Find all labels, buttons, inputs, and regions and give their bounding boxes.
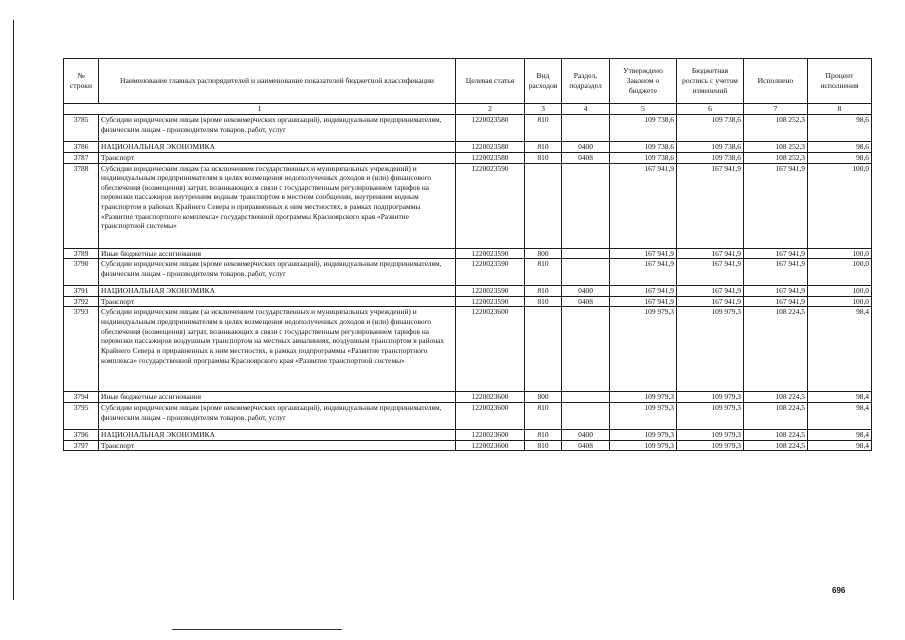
row-target-article: 1220023600 [456, 392, 525, 403]
row-executed: 108 224,5 [744, 392, 808, 403]
table-header-row [64, 59, 872, 104]
row-section [562, 403, 610, 430]
row-approved: 109 738,6 [610, 142, 677, 153]
table-row [64, 430, 872, 441]
table-row [64, 248, 872, 259]
column-number: 7 [744, 104, 808, 115]
row-number: 3795 [64, 403, 99, 430]
row-number: 3792 [64, 296, 99, 307]
row-section: 0400 [562, 286, 610, 297]
row-expense-type: 810 [525, 115, 562, 142]
row-percent: 100,0 [808, 259, 872, 286]
column-number: 2 [456, 104, 525, 115]
row-percent: 100,0 [808, 286, 872, 297]
row-name: Транспорт [99, 152, 456, 163]
row-number: 3794 [64, 392, 99, 403]
row-target-article: 1220023590 [456, 286, 525, 297]
row-expense-type: 800 [525, 392, 562, 403]
row-percent: 98,4 [808, 307, 872, 392]
header-target-article: Целевая статья [456, 59, 525, 104]
footer-rule [172, 629, 342, 630]
row-percent: 98,4 [808, 403, 872, 430]
row-executed: 167 941,9 [744, 296, 808, 307]
row-section: 0408 [562, 440, 610, 451]
row-expense-type: 810 [525, 296, 562, 307]
row-target-article: 1220023580 [456, 115, 525, 142]
row-number: 3790 [64, 259, 99, 286]
row-number: 3797 [64, 440, 99, 451]
row-section: 0408 [562, 296, 610, 307]
row-target-article: 1220023590 [456, 248, 525, 259]
table-row [64, 307, 872, 392]
row-name: Иные бюджетные ассигнования [99, 248, 456, 259]
row-section [562, 307, 610, 392]
row-name: НАЦИОНАЛЬНАЯ ЭКОНОМИКА [99, 286, 456, 297]
row-approved: 167 941,9 [610, 259, 677, 286]
row-section [562, 259, 610, 286]
row-expense-type: 810 [525, 259, 562, 286]
row-executed: 108 224,5 [744, 403, 808, 430]
row-executed: 108 224,5 [744, 440, 808, 451]
row-approved: 167 941,9 [610, 296, 677, 307]
row-expense-type: 810 [525, 152, 562, 163]
row-approved: 167 941,9 [610, 163, 677, 248]
row-approved: 167 941,9 [610, 248, 677, 259]
header-row-number: № строки [64, 59, 99, 104]
row-expense-type [525, 307, 562, 392]
row-target-article: 1220023590 [456, 163, 525, 248]
row-name: Субсидии юридическим лицам (кроме некоммерческих организаций), индивидуальным предпринимателям, физическим лицам - производителям товаров, работ, услуг [99, 115, 456, 142]
row-budget-schedule: 167 941,9 [677, 163, 744, 248]
row-name: НАЦИОНАЛЬНАЯ ЭКОНОМИКА [99, 430, 456, 441]
row-target-article: 1220023600 [456, 307, 525, 392]
row-budget-schedule: 109 979,3 [677, 307, 744, 392]
row-expense-type: 810 [525, 430, 562, 441]
column-number: 6 [677, 104, 744, 115]
table-body [64, 115, 872, 451]
row-target-article: 1220023600 [456, 440, 525, 451]
row-section [562, 163, 610, 248]
row-target-article: 1220023580 [456, 152, 525, 163]
header-expense-type: Вид расходов [525, 59, 562, 104]
row-executed: 167 941,9 [744, 286, 808, 297]
row-number: 3796 [64, 430, 99, 441]
row-target-article: 1220023600 [456, 430, 525, 441]
row-name: Иные бюджетные ассигнования [99, 392, 456, 403]
row-name: Субсидии юридическим лицам (за исключением государственных и муниципальных учреждений) и индивидуальным предпринимателям в целях возмещения недополученных доходов и (или) финансового обеспечения (возмещения) затрат, возникающих в связи с государственным регулированием тарифов на перевозки пассажиров воздушным транспортом на местных авиалиниях, воздушным транспортом в районах Крайнего Севера и приравненных к ним местностях, в рамках подпрограммы «Развитие транспортного комплекса» государственной программы Красноярского края «Развитие транспортной системы» [99, 307, 456, 392]
row-number: 3786 [64, 142, 99, 153]
column-number: 5 [610, 104, 677, 115]
page-number: 696 [832, 586, 846, 595]
row-name: Транспорт [99, 440, 456, 451]
row-expense-type: 810 [525, 142, 562, 153]
row-approved: 109 979,3 [610, 440, 677, 451]
row-expense-type: 810 [525, 403, 562, 430]
row-number: 3788 [64, 163, 99, 248]
row-target-article: 1220023580 [456, 142, 525, 153]
table-row [64, 392, 872, 403]
row-approved: 109 979,3 [610, 307, 677, 392]
row-budget-schedule: 167 941,9 [677, 259, 744, 286]
row-executed: 108 252,3 [744, 152, 808, 163]
table-row [64, 286, 872, 297]
row-expense-type: 810 [525, 440, 562, 451]
row-number: 3785 [64, 115, 99, 142]
row-percent: 100,0 [808, 248, 872, 259]
column-number: 4 [562, 104, 610, 115]
row-budget-schedule: 167 941,9 [677, 248, 744, 259]
column-number: 1 [64, 104, 456, 115]
row-expense-type [525, 163, 562, 248]
table-row [64, 296, 872, 307]
row-budget-schedule: 109 738,6 [677, 152, 744, 163]
header-name: Наименование главных распорядителей и наименование показателей бюджетной классификации [99, 59, 456, 104]
header-executed: Исполнено [744, 59, 808, 104]
row-budget-schedule: 109 979,3 [677, 440, 744, 451]
row-name: Субсидии юридическим лицам (за исключением государственных и муниципальных учреждений) и индивидуальным предпринимателям в целях возмещения недополученных доходов и (или) финансового обеспечения (возмещения) затрат, возникающих в связи с государственным регулированием тарифов на перевозки пассажиров внутренним водным транспортом в местном сообщении, внутренним водным транспортом в районах Крайнего Севера и приравненных к ним местностях, в рамках подпрограммы «Развитие транспортного комплекса» государственной программы Красноярского края «Развитие транспортной системы» [99, 163, 456, 248]
row-name: Субсидии юридическим лицам (кроме некоммерческих организаций), индивидуальным предпринимателям, физическим лицам - производителям товаров, работ, услуг [99, 403, 456, 430]
row-number: 3793 [64, 307, 99, 392]
row-name: Субсидии юридическим лицам (кроме некоммерческих организаций), индивидуальным предпринимателям, физическим лицам - производителям товаров, работ, услуг [99, 259, 456, 286]
header-percent: Процент исполнения [808, 59, 872, 104]
table-row [64, 142, 872, 153]
row-percent: 100,0 [808, 296, 872, 307]
table-row [64, 440, 872, 451]
row-section: 0400 [562, 142, 610, 153]
row-approved: 167 941,9 [610, 286, 677, 297]
row-percent: 98,4 [808, 440, 872, 451]
header-budget-schedule: Бюджетная роспись с учетом изменений [677, 59, 744, 104]
row-name: НАЦИОНАЛЬНАЯ ЭКОНОМИКА [99, 142, 456, 153]
column-number-row [64, 104, 872, 115]
row-executed: 167 941,9 [744, 248, 808, 259]
row-executed: 108 224,5 [744, 307, 808, 392]
row-executed: 108 224,5 [744, 430, 808, 441]
row-expense-type: 810 [525, 286, 562, 297]
row-number: 3791 [64, 286, 99, 297]
row-section: 0408 [562, 152, 610, 163]
row-section: 0400 [562, 430, 610, 441]
budget-execution-table [63, 58, 872, 451]
row-executed: 108 252,3 [744, 115, 808, 142]
row-executed: 108 252,3 [744, 142, 808, 153]
row-approved: 109 738,6 [610, 115, 677, 142]
row-approved: 109 979,3 [610, 403, 677, 430]
table-row [64, 152, 872, 163]
row-percent: 98,6 [808, 115, 872, 142]
row-budget-schedule: 109 979,3 [677, 430, 744, 441]
row-section [562, 392, 610, 403]
row-section [562, 248, 610, 259]
row-target-article: 1220023600 [456, 403, 525, 430]
row-budget-schedule: 109 738,6 [677, 142, 744, 153]
row-number: 3787 [64, 152, 99, 163]
row-target-article: 1220023590 [456, 259, 525, 286]
row-budget-schedule: 109 738,6 [677, 115, 744, 142]
row-percent: 98,4 [808, 392, 872, 403]
row-budget-schedule: 109 979,3 [677, 392, 744, 403]
header-approved: Утверждено Законом о бюджете [610, 59, 677, 104]
table-row [64, 163, 872, 248]
row-expense-type: 800 [525, 248, 562, 259]
row-budget-schedule: 109 979,3 [677, 403, 744, 430]
header-section: Раздел, подраздел [562, 59, 610, 104]
column-number: 8 [808, 104, 872, 115]
row-approved: 109 738,6 [610, 152, 677, 163]
row-percent: 98,6 [808, 152, 872, 163]
table-row [64, 115, 872, 142]
scan-edge-line [13, 20, 14, 600]
row-approved: 109 979,3 [610, 392, 677, 403]
table-row [64, 259, 872, 286]
row-number: 3789 [64, 248, 99, 259]
row-section [562, 115, 610, 142]
column-number: 3 [525, 104, 562, 115]
table-row [64, 403, 872, 430]
row-target-article: 1220023590 [456, 296, 525, 307]
row-percent: 98,4 [808, 430, 872, 441]
row-executed: 167 941,9 [744, 163, 808, 248]
row-executed: 167 941,9 [744, 259, 808, 286]
row-budget-schedule: 167 941,9 [677, 286, 744, 297]
row-name: Транспорт [99, 296, 456, 307]
row-percent: 100,0 [808, 163, 872, 248]
row-percent: 98,6 [808, 142, 872, 153]
row-approved: 109 979,3 [610, 430, 677, 441]
row-budget-schedule: 167 941,9 [677, 296, 744, 307]
